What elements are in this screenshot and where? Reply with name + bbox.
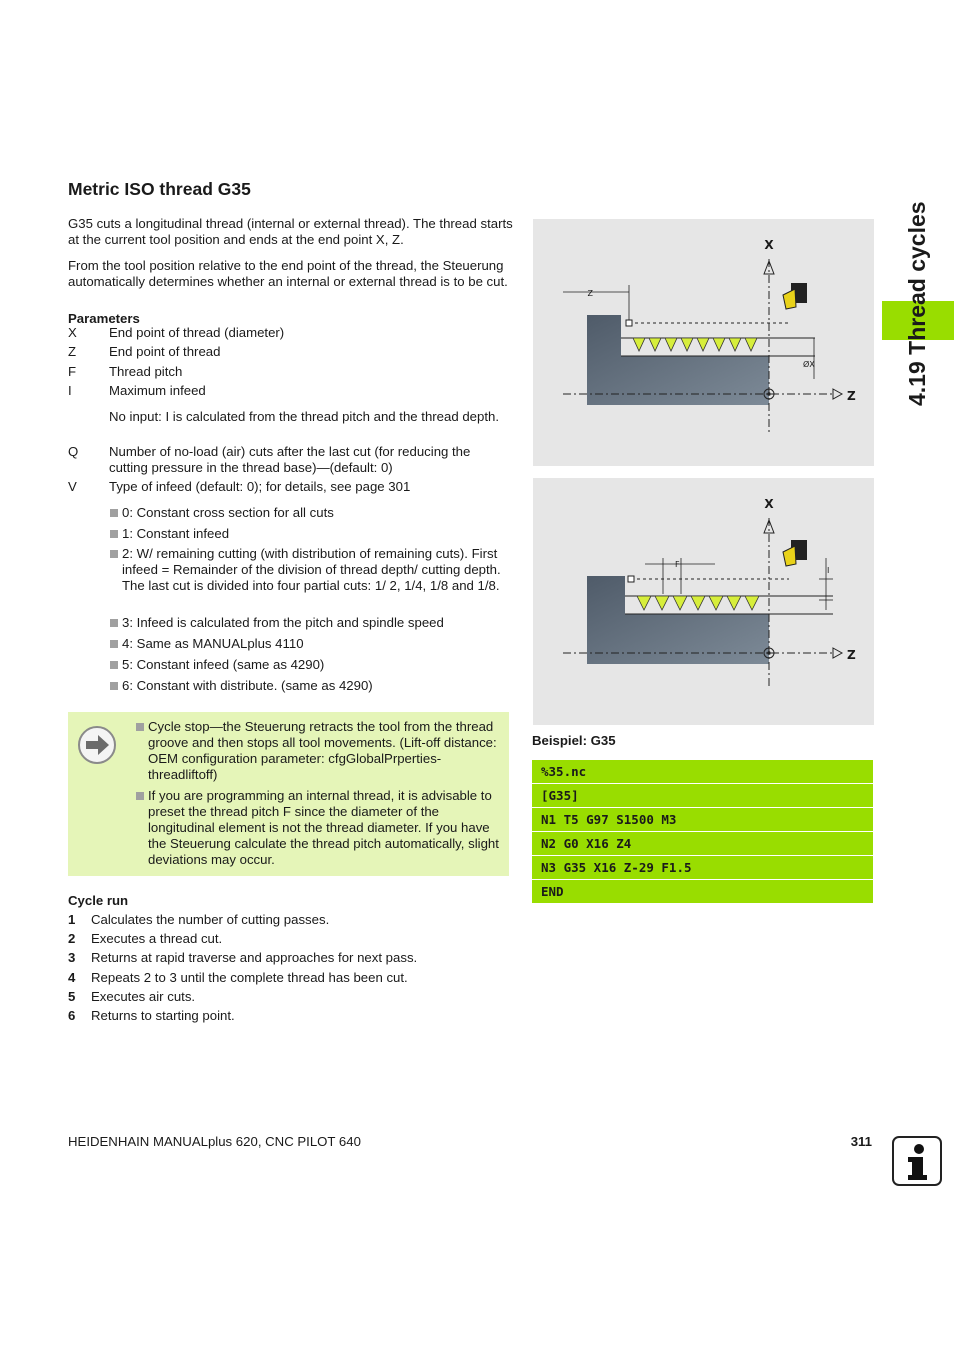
step-text: Returns at rapid traverse and approaches for next pass. [91,950,418,965]
infeed-option [109,505,509,521]
step-number: 5 [68,989,76,1004]
parameter-key: Q [68,444,79,459]
infeed-option-text: 0: Constant cross section for all cuts [122,505,334,520]
dim-pitch-label: F [675,560,680,569]
infeed-option-text: 1: Constant infeed [122,526,230,541]
intro-paragraph-2: From the tool position relative to the end point of the thread, the Steuerung automatically determines whether an internal or external thread is to be cut. [68,258,508,289]
parameter-key: F [68,364,77,379]
step-number: 6 [68,1008,76,1023]
example-caption: Beispiel: G35 [532,733,616,748]
info-icon [892,1136,942,1186]
step-number: 2 [68,931,76,946]
parameter-key: V [68,479,77,494]
axis-z-label: Z [847,389,856,403]
parameter-text: End point of thread [109,344,221,359]
infeed-option [109,636,509,652]
thread-diagram-end-point [533,219,874,466]
infeed-option [109,546,509,594]
chapter-title-text: 4.19 Thread cycles [904,201,930,406]
thread-diagram-pitch-infeed [533,478,874,725]
code-line: %35.nc [532,760,873,783]
parameter-key: Z [68,344,77,359]
code-line: N2 G0 X16 Z4 [532,832,873,855]
dim-diameter-label: ØX [803,360,815,369]
infeed-option [109,678,509,694]
parameters-heading: Parameters [68,311,140,326]
bullet-square-icon [136,723,144,731]
bullet-square-icon [110,509,118,517]
parameter-text: End point of thread (diameter) [109,325,285,340]
bullet-square-icon [136,792,144,800]
section-title: Metric ISO thread G35 [68,179,251,199]
bullet-square-icon [110,550,118,558]
step-text: Executes air cuts. [91,989,196,1004]
step-text: Executes a thread cut. [91,931,223,946]
step-text: Repeats 2 to 3 until the complete thread has been cut. [91,970,408,985]
infeed-option-text: 2: W/ remaining cutting (with distribution of remaining cuts). First infeed = Remainder of the division of thread depth/ cutting depth. The last cut is divided into four partial cuts: 1/ 2, 1/4, 1/8 and 1/8. [122,546,501,593]
parameter-text: Number of no-load (air) cuts after the last cut (for reducing the cutting pressure in the thread base)—(default: 0) [109,444,471,475]
parameter-key: I [68,383,72,398]
axis-z-label: Z [847,648,856,662]
bullet-square-icon [110,530,118,538]
infeed-option-text: 4: Same as MANUALplus 4110 [122,636,304,651]
step-text: Returns to starting point. [91,1008,235,1023]
bullet-square-icon [110,682,118,690]
note-box [68,712,509,876]
note-item [134,719,502,783]
dim-z-label: Z [587,289,593,298]
code-line: [G35] [532,784,873,807]
code-line: N3 G35 X16 Z-29 F1.5 [532,856,873,879]
step-text: Calculates the number of cutting passes. [91,912,330,927]
note-text: Cycle stop—the Steuerung retracts the tool from the thread groove and then stops all tool movements. (Lift-off distance: OEM configuration parameter: cfgGlobalPrperties-threadliftoff) [148,719,497,782]
intro-paragraph-1: G35 cuts a longitudinal thread (internal or external thread). The thread starts at the current tool position and ends at the end point X, Z. [68,216,513,247]
axis-x-label: X [764,238,774,252]
parameter-text: Thread pitch [109,364,183,379]
step-number: 4 [68,970,76,985]
infeed-option [109,657,509,673]
infeed-option [109,526,509,542]
bullet-square-icon [110,661,118,669]
parameter-text: Type of infeed (default: 0); for details, see page 301 [109,479,411,494]
chapter-side-title [897,180,935,410]
parameter-text: No input: I is calculated from the thread pitch and the thread depth. [109,409,500,424]
step-number: 3 [68,950,76,965]
note-text: If you are programming an internal thread, it is advisable to preset the thread pitch F since the diameter of the longitudinal element is not the thread diameter. If you have the Steuerung calculate the thread pitch automatically, slight deviations may occur. [148,788,499,867]
infeed-option-text: 6: Constant with distribute. (same as 4290) [122,678,373,693]
page-number: 311 [850,1134,872,1149]
infeed-option-text: 3: Infeed is calculated from the pitch and spindle speed [122,615,444,630]
code-line: END [532,880,873,903]
code-line: N1 T5 G97 S1500 M3 [532,808,873,831]
parameter-key: X [68,325,77,340]
parameter-text: Maximum infeed [109,383,206,398]
axis-x-label: X [764,497,774,511]
infeed-option [109,615,509,631]
footer-manual-name: HEIDENHAIN MANUALplus 620, CNC PILOT 640 [68,1134,361,1149]
dim-infeed-label: I [827,566,830,575]
note-item [134,788,502,868]
step-number: 1 [68,912,76,927]
infeed-option-text: 5: Constant infeed (same as 4290) [122,657,325,672]
bullet-square-icon [110,640,118,648]
arrow-right-icon [78,726,116,764]
bullet-square-icon [110,619,118,627]
cycle-run-heading: Cycle run [68,893,129,908]
